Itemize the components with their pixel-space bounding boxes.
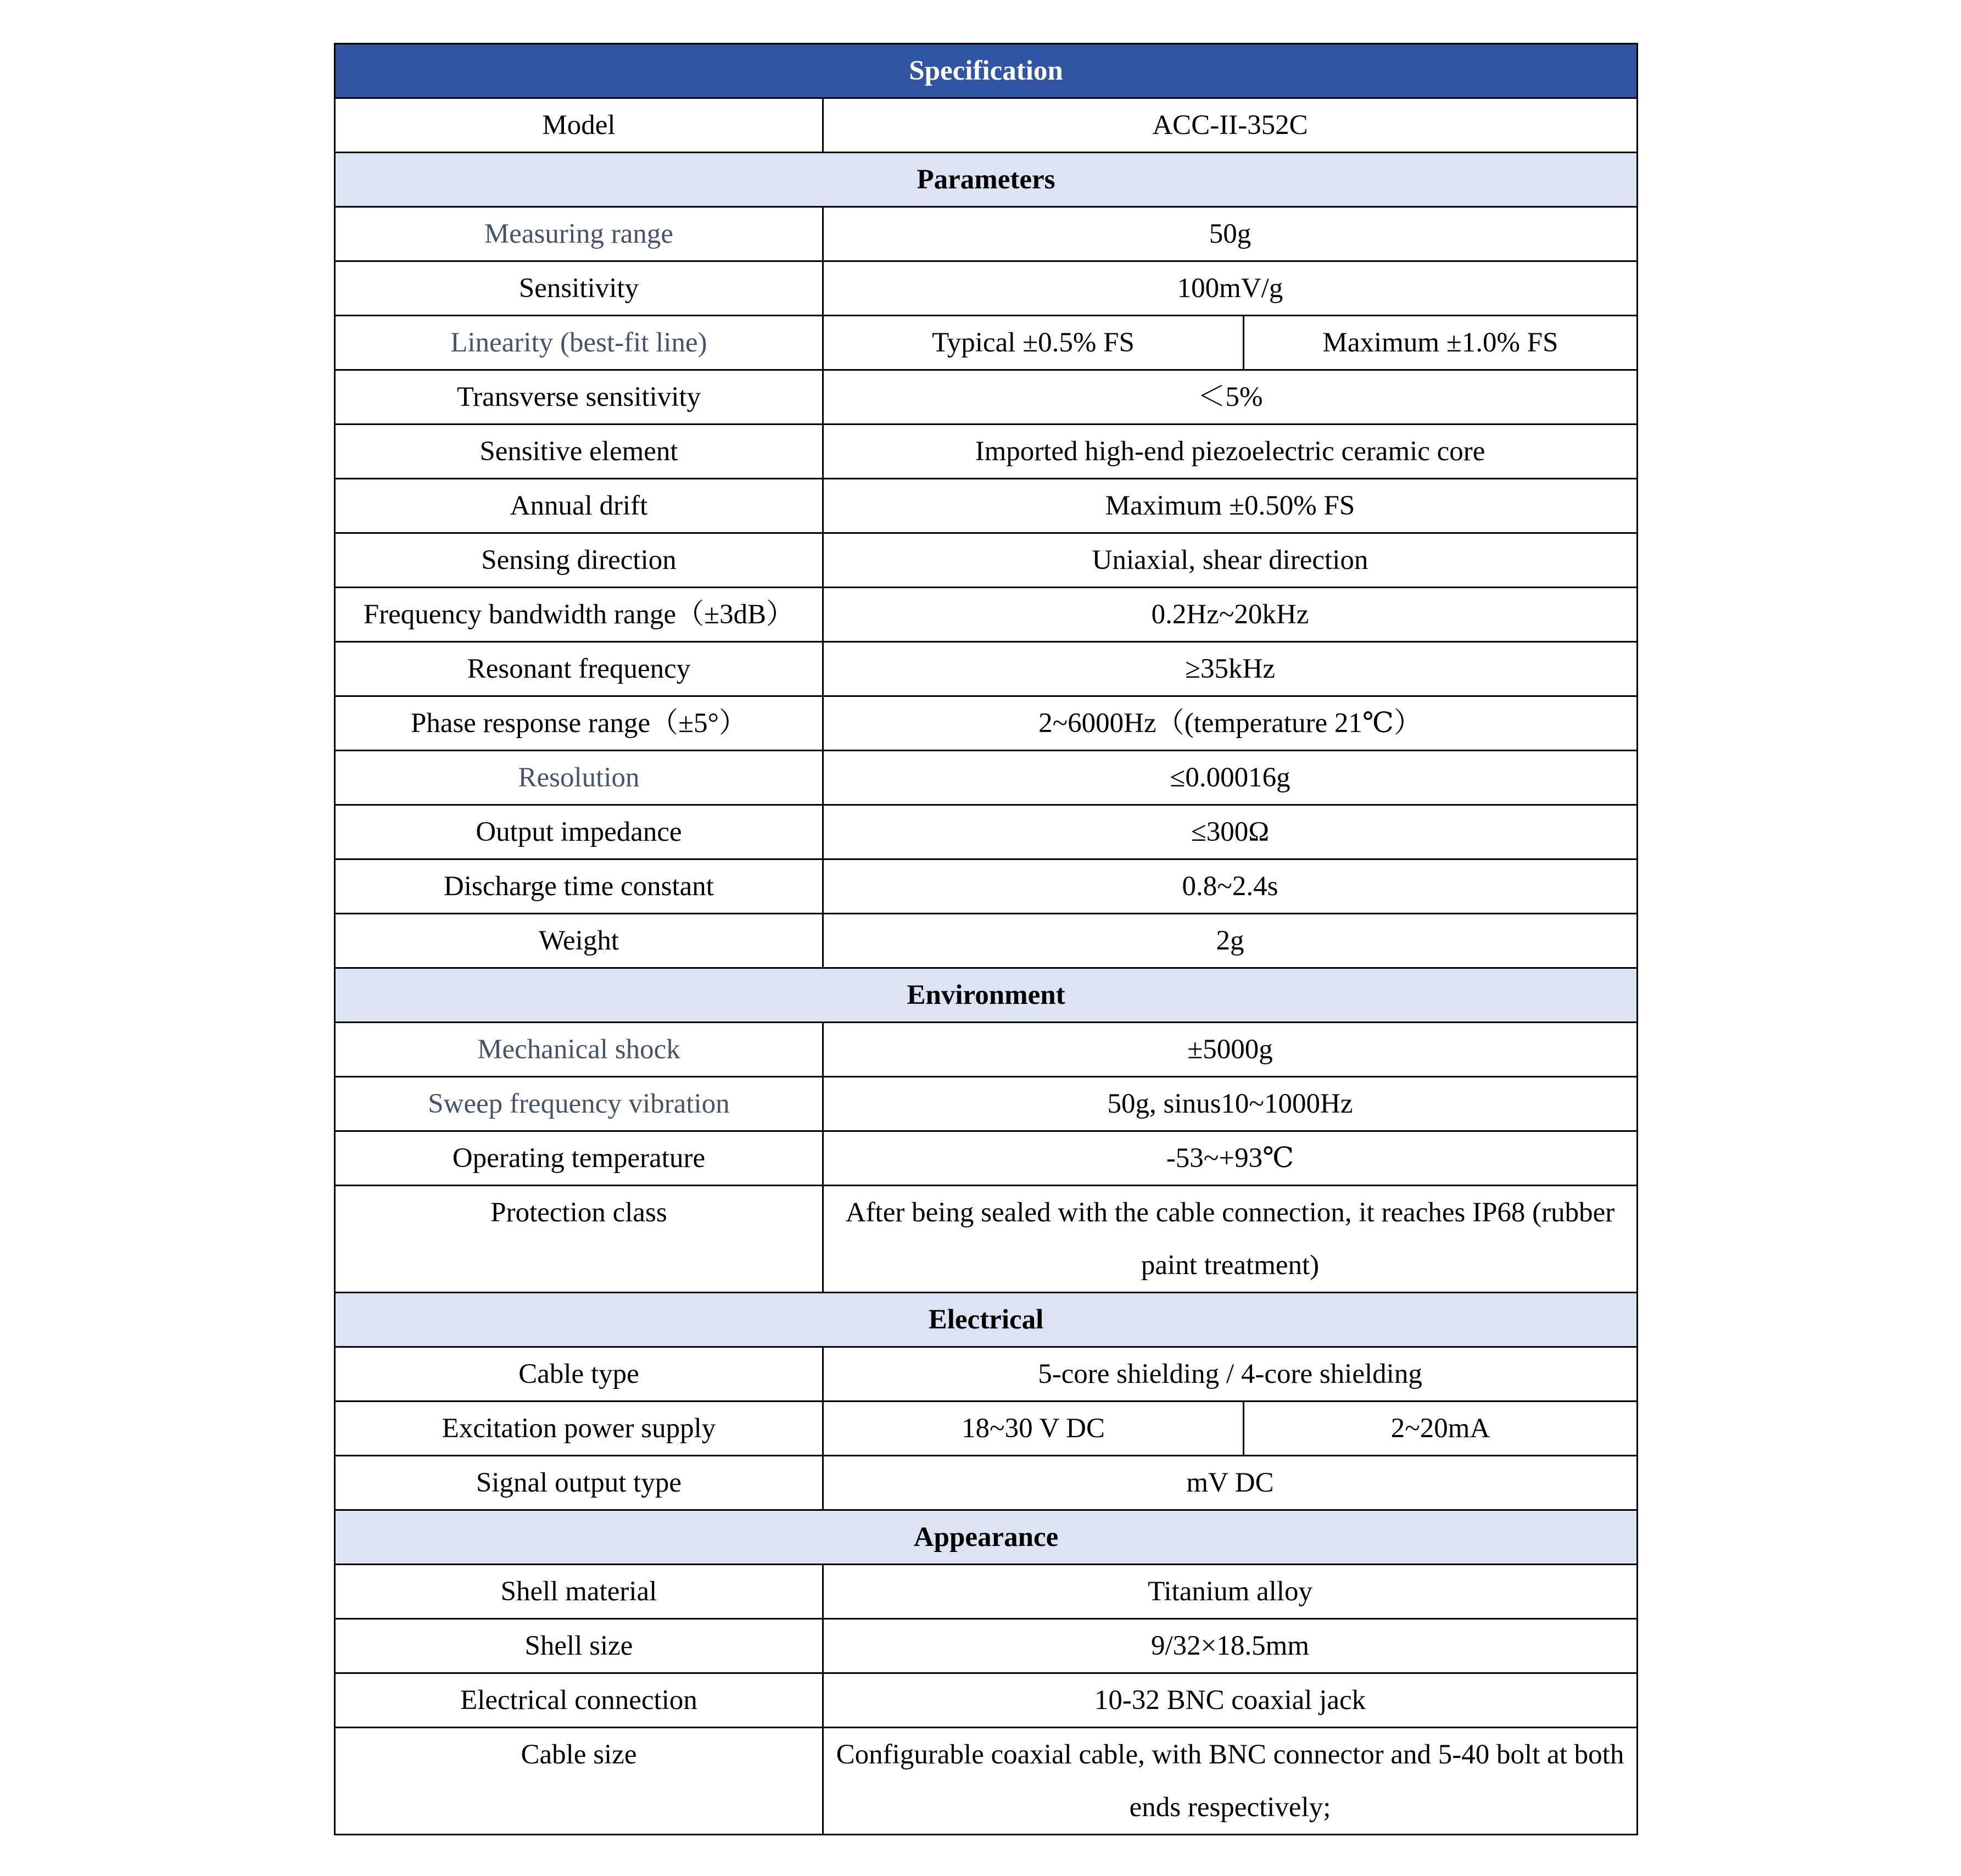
table-row [335,1131,1638,1186]
row-label: Model [335,98,823,153]
table-row [335,1186,1638,1293]
table-row [335,751,1638,805]
row-value: 2~6000Hz（(temperature 21℃） [823,696,1638,751]
table-row [335,479,1638,533]
row-label: Transverse sensitivity [335,370,823,425]
row-value: 50g, sinus10~1000Hz [823,1077,1638,1131]
section-title: Parameters [335,153,1638,207]
table-row [335,859,1638,914]
table-row [335,207,1638,261]
table-row [335,805,1638,859]
table-row [335,1728,1638,1835]
table-title-row [335,44,1638,98]
table-row [335,914,1638,968]
row-label: Output impedance [335,805,823,859]
specification-table [334,43,1638,1835]
section-header-electrical [335,1293,1638,1347]
row-value-maximum: Maximum ±1.0% FS [1244,316,1638,370]
row-label: Measuring range [335,207,823,261]
row-value: 9/32×18.5mm [823,1619,1638,1673]
row-label: Discharge time constant [335,859,823,914]
table-row [335,533,1638,588]
row-label: Mechanical shock [335,1023,823,1077]
row-value: 5-core shielding / 4-core shielding [823,1347,1638,1402]
row-value: 0.2Hz~20kHz [823,588,1638,642]
row-label: Cable size [335,1728,823,1835]
row-value: ACC-II-352C [823,98,1638,153]
table-row [335,425,1638,479]
row-value: 50g [823,207,1638,261]
row-value: Titanium alloy [823,1565,1638,1619]
section-header-parameters [335,153,1638,207]
row-value-current: 2~20mA [1244,1402,1638,1456]
row-label: Sensitivity [335,261,823,316]
row-value: 0.8~2.4s [823,859,1638,914]
table-row [335,1347,1638,1402]
row-label: Shell size [335,1619,823,1673]
table-row [335,1673,1638,1728]
row-value: ≤0.00016g [823,751,1638,805]
row-value: After being sealed with the cable connection, it reaches IP68 (rubber paint treatment) [823,1186,1638,1293]
section-title: Electrical [335,1293,1638,1347]
table-row [335,642,1638,696]
row-label: Signal output type [335,1456,823,1510]
table-row [335,696,1638,751]
table-title: Specification [335,44,1638,98]
row-label: Annual drift [335,479,823,533]
row-label: Shell material [335,1565,823,1619]
section-title: Appearance [335,1510,1638,1565]
table-row [335,316,1638,370]
table-row [335,261,1638,316]
row-label: Resonant frequency [335,642,823,696]
table-row [335,370,1638,425]
row-value: Imported high-end piezoelectric ceramic core [823,425,1638,479]
row-label: Operating temperature [335,1131,823,1186]
row-label: Sensitive element [335,425,823,479]
row-label: Protection class [335,1186,823,1293]
table-row [335,1456,1638,1510]
row-label: Excitation power supply [335,1402,823,1456]
row-label: Resolution [335,751,823,805]
table-row [335,1077,1638,1131]
section-header-environment [335,968,1638,1023]
row-value-voltage: 18~30 V DC [823,1402,1244,1456]
row-label: Electrical connection [335,1673,823,1728]
row-value: Uniaxial, shear direction [823,533,1638,588]
row-label: Sensing direction [335,533,823,588]
row-label: Frequency bandwidth range（±3dB） [335,588,823,642]
row-value: mV DC [823,1456,1638,1510]
table-row [335,588,1638,642]
row-label: Phase response range（±5°） [335,696,823,751]
row-value: Configurable coaxial cable, with BNC connector and 5-40 bolt at both ends respectively; [823,1728,1638,1835]
row-value: Maximum ±0.50% FS [823,479,1638,533]
table-row [335,1023,1638,1077]
row-label: Linearity (best-fit line) [335,316,823,370]
row-label: Weight [335,914,823,968]
row-value: ≥35kHz [823,642,1638,696]
row-value: ≤300Ω [823,805,1638,859]
table-row [335,98,1638,153]
table-row [335,1619,1638,1673]
row-value: 100mV/g [823,261,1638,316]
row-value: ±5000g [823,1023,1638,1077]
row-label: Cable type [335,1347,823,1402]
row-value: -53~+93℃ [823,1131,1638,1186]
table-row [335,1402,1638,1456]
row-value: 2g [823,914,1638,968]
row-value: ＜5% [823,370,1638,425]
section-header-appearance [335,1510,1638,1565]
row-value-typical: Typical ±0.5% FS [823,316,1244,370]
row-value: 10-32 BNC coaxial jack [823,1673,1638,1728]
section-title: Environment [335,968,1638,1023]
table-row [335,1565,1638,1619]
row-label: Sweep frequency vibration [335,1077,823,1131]
